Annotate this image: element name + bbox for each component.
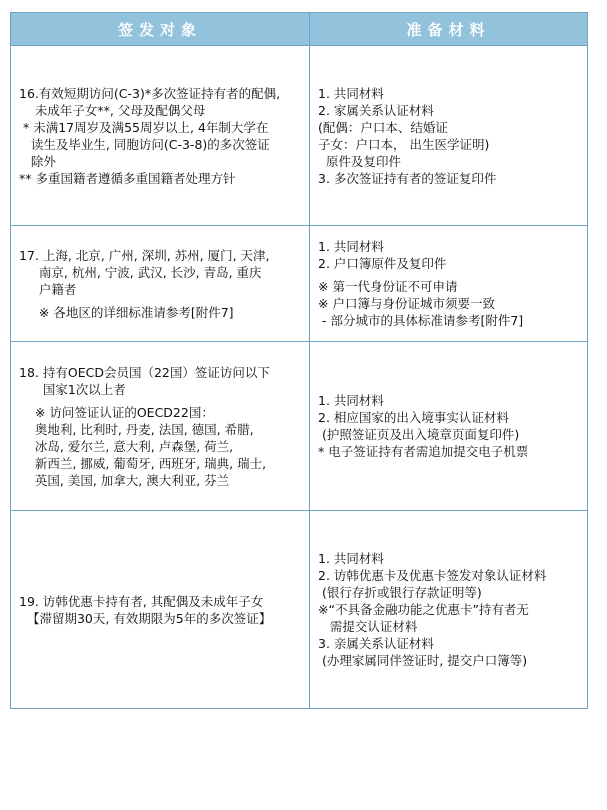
text-line: 2. 相应国家的出入境事实认证材料: [318, 410, 509, 425]
applicant-cell: [11, 226, 310, 342]
materials-cell: [310, 511, 588, 709]
text-line: - 部分城市的具体标准请参考[附件7]: [318, 313, 524, 328]
text-line: 3. 亲属关系认证材料: [318, 636, 434, 651]
text-line: (办理家属同伴签证时, 提交户口簿等): [318, 653, 528, 668]
text-line: 1. 共同材料: [318, 239, 384, 254]
text-line: 南京, 杭州, 宁波, 武汉, 长沙, 青岛, 重庆: [19, 264, 262, 280]
materials-cell: [310, 46, 588, 226]
text-line: 3. 多次签证持有者的签证复印件: [318, 170, 497, 186]
text-line: (护照签证页及出入境章页面复印件): [318, 427, 520, 442]
text-line: ※ 各地区的详细标准请参考[附件7]: [19, 304, 234, 320]
text-line: 16.有效短期访问(C-3)*多次签证持有者的配偶,: [19, 85, 281, 101]
text-line: 18. 持有OECD会员国（22国）签证访问以下: [19, 364, 270, 380]
applicant-cell: [11, 511, 310, 709]
text-line: * 电子签证持有者需追加提交电子机票: [318, 444, 529, 459]
text-line: 户籍者: [19, 281, 77, 297]
materials-cell: [310, 342, 588, 511]
text-line: (配偶：户口本、结婚证: [318, 119, 448, 135]
text-line: 奥地利, 比利时, 丹麦, 法国, 德国, 希腊,: [19, 421, 254, 437]
text-line: 原件及复印件: [318, 153, 401, 169]
text-line: 冰岛, 爱尔兰, 意大利, 卢森堡, 荷兰,: [19, 438, 234, 454]
table-row: [11, 226, 588, 342]
text-line: 2. 家属关系认证材料: [318, 102, 434, 118]
text-line: ** 多重国籍者遵循多重国籍者处理方针: [19, 170, 236, 186]
header-applicant: 签发对象: [11, 13, 310, 46]
text-line: 2. 户口簿原件及复印件: [318, 256, 447, 271]
text-line: ※“不具备金融功能之优惠卡”持有者无: [318, 602, 529, 617]
text-line: 1. 共同材料: [318, 551, 384, 566]
text-line: 1. 共同材料: [318, 85, 384, 101]
text-line: 除外: [19, 153, 56, 169]
table-row: [11, 46, 588, 226]
text-line: * 未满17周岁及满55周岁以上, 4年制大学在: [19, 119, 269, 135]
table-row: [11, 511, 588, 709]
text-line: 2. 访韩优惠卡及优惠卡签发对象认证材料: [318, 568, 547, 583]
text-line: 英国, 美国, 加拿大, 澳大利亚, 芬兰: [19, 472, 230, 488]
text-line: 新西兰, 挪威, 葡萄牙, 西班牙, 瑞典, 瑞士,: [19, 455, 267, 471]
table-row: [11, 342, 588, 511]
text-line: 【滞留期30天, 有效期限为5年的多次签证】: [19, 610, 272, 626]
text-line: 需提交认证材料: [318, 619, 418, 634]
applicant-cell: [11, 46, 310, 226]
applicant-cell: [11, 342, 310, 511]
text-line: 子女：户口本， 出生医学证明): [318, 136, 490, 152]
text-line: ※ 第一代身份证不可申请: [318, 279, 458, 294]
text-line: 19. 访韩优惠卡持有者, 其配偶及未成年子女: [19, 593, 264, 609]
text-line: 17. 上海, 北京, 广州, 深圳, 苏州, 厦门, 天津,: [19, 247, 270, 263]
text-line: (银行存折或银行存款证明等): [318, 585, 482, 600]
visa-requirements-table: [10, 12, 588, 709]
text-line: 读生及毕业生, 同胞访问(C-3-8)的多次签证: [19, 136, 270, 152]
text-line: ※ 户口簿与身份证城市须要一致: [318, 296, 495, 311]
text-line: 1. 共同材料: [318, 393, 384, 408]
materials-cell: [310, 226, 588, 342]
text-line: 未成年子女**, 父母及配偶父母: [19, 102, 206, 118]
header-materials: 准备材料: [310, 13, 588, 46]
text-line: ※ 访问签证认证的OECD22国：: [19, 404, 214, 420]
text-line: 国家1次以上者: [19, 381, 126, 397]
